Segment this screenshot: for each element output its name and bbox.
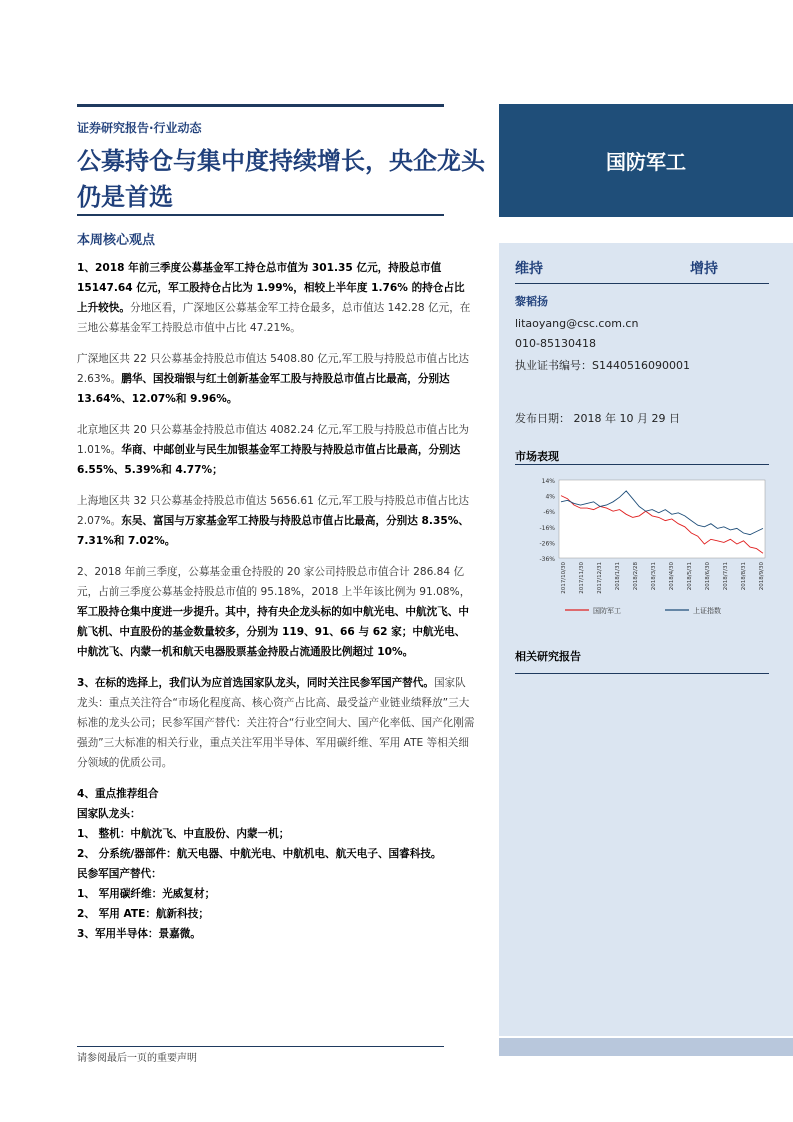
p2-bold: 鹏华、国投瑞银与红土创新基金军工股与持股总市值占比最高，分别达 13.64%、12.07%和 9.96%。 [77, 373, 450, 405]
recommend-sub2: 民参军国产替代： [77, 868, 162, 880]
p4-bold: 东吴、富国与万家基金军工持股与持股总市值占比最高，分别达 8.35%、7.31%和 7.02%。 [77, 515, 469, 547]
x-tick-label: 2018/7/31 [723, 562, 729, 591]
recommend-item-2: 2、 分系统/器部件：航天电器、中航光电、中航机电、航天电子、国睿科技。 [77, 848, 442, 860]
paragraph-4 [77, 491, 475, 551]
core-view-heading: 本周核心观点 [77, 233, 156, 248]
publish-date: 发布日期： 2018 年 10 月 29 日 [515, 412, 680, 425]
market-chart-svg [515, 470, 769, 620]
paragraph-6 [77, 673, 475, 773]
p3-text: 北京地区共 20 只公募基金持股总市值达 4082.24 亿元,军工股与持股总市值占比为 1.01%。 [77, 424, 469, 456]
related-reports-label: 相关研究报告 [515, 650, 581, 663]
report-title: 公募持仓与集中度持续增长，央企龙头仍是首选 [77, 147, 485, 211]
p5-text: 2、2018 年前三季度，公募基金重仓持股的 20 家公司持股总市值合计 286.84 亿元，占前三季度公募基金持股总市值的 95.18%，2018 上半年该比例为 91.08%， [77, 566, 471, 598]
analyst-name: 黎韬扬 [515, 295, 548, 308]
recommend-item-5: 3、军用半导体：景嘉微。 [77, 928, 201, 940]
legend-label: 国防军工 [593, 607, 621, 615]
footer-rule [77, 1046, 444, 1047]
p4-text: 上海地区共 32 只公募基金持股总市值达 5656.61 亿元,军工股与持股总市值占比达 2.07%。 [77, 495, 469, 527]
p3-bold: 华商、中邮创业与民生加银基金军工持股与持股总市值占比最高，分别达 6.55%、5.39%和 4.77%； [77, 444, 461, 476]
legend-label: 上证指数 [693, 607, 721, 615]
x-tick-label: 2018/9/30 [759, 562, 765, 591]
recommend-title: 4、重点推荐组合 [77, 788, 159, 800]
main-body [77, 258, 475, 944]
p6-bold: 3、在标的选择上，我们认为应首选国家队龙头，同时关注民参军国产替代。 [77, 677, 434, 689]
market-label: 市场表现 [515, 450, 559, 463]
paragraph-1 [77, 258, 475, 338]
recommend-item-4: 2、 军用 ATE：航新科技； [77, 908, 209, 920]
paragraph-3 [77, 420, 475, 480]
p6-text: 国家队龙头：重点关注符合“市场化程度高、核心资产占比高、最受益产业链业绩释放”三大标准的龙头公司；民参军国产替代：关注符合“行业空间大、国产化率低、国产化刚需强劲”三大标准的相关行业，重点关注军用半导体、军用碳纤维、军用 ATE 等相关细分领域的优质公司。 [77, 677, 475, 769]
title-rule [77, 214, 444, 216]
related-rule [515, 673, 769, 674]
y-tick-label: -6% [543, 509, 555, 517]
p1-bold: 1、2018 年前三季度公募基金军工持仓总市值为 301.35 亿元，持股总市值 15147.64 亿元，军工股持仓占比为 1.99%，相较上半年度 1.76% 的持仓占比上升较快。 [77, 262, 465, 314]
x-tick-label: 2017/12/31 [597, 562, 603, 594]
y-tick-label: 4% [545, 493, 555, 501]
paragraph-5 [77, 562, 475, 662]
recommend-item-3: 1、 军用碳纤维：光威复材； [77, 888, 216, 900]
top-rule [77, 104, 444, 107]
x-tick-label: 2018/5/31 [687, 562, 693, 591]
analyst-license: 执业证书编号：S1440516090001 [515, 359, 690, 372]
x-tick-label: 2018/6/30 [705, 562, 711, 591]
x-tick-label: 2018/8/31 [741, 562, 747, 591]
recommend-item-1: 1、 整机：中航沈飞、中直股份、内蒙一机； [77, 828, 290, 840]
footer-note: 请参阅最后一页的重要声明 [77, 1053, 197, 1064]
sector-name: 国防军工 [606, 150, 686, 174]
p2-text: 广深地区共 22 只公募基金持股总市值达 5408.80 亿元,军工股与持股总市值占比达 2.63%。 [77, 353, 469, 385]
analyst-email[interactable]: litaoyang@csc.com.cn [515, 317, 639, 330]
p1-text: 分地区看，广深地区公募基金军工持仓最多，总市值达 142.28 亿元，在三地公募基金军工持股总市值中占比 47.21%。 [77, 302, 471, 334]
report-type: 证券研究报告·行业动态 [77, 121, 202, 135]
x-tick-label: 2017/10/30 [561, 562, 567, 594]
y-tick-label: -16% [539, 524, 555, 532]
rating-overweight: 增持 [690, 261, 718, 277]
x-tick-label: 2018/1/31 [615, 562, 621, 591]
y-tick-label: 14% [541, 478, 555, 485]
market-rule [515, 464, 769, 465]
p5-bold: 军工股持仓集中度进一步提升。其中，持有央企龙头标的如中航光电、中航沈飞、中航飞机、中直股份的基金数量较多，分别为 119、91、66 与 62 家；中航光电、中航沈飞、内蒙一机和航天电器股票基金持股占流通股比例超过 10%。 [77, 606, 469, 658]
y-tick-label: -36% [539, 556, 555, 563]
rating-rule [515, 283, 769, 284]
analyst-phone: 010-85130418 [515, 337, 596, 350]
rating-maintain: 维持 [515, 261, 543, 277]
x-tick-label: 2018/3/31 [651, 562, 657, 591]
recommend-sub1: 国家队龙头： [77, 808, 141, 820]
paragraph-2 [77, 349, 475, 409]
x-tick-label: 2017/11/30 [579, 562, 585, 594]
market-chart [515, 470, 769, 620]
x-tick-label: 2018/4/30 [669, 562, 675, 591]
sidebar-bottom-bar [499, 1038, 793, 1056]
x-tick-label: 2018/2/28 [633, 562, 639, 591]
y-tick-label: -26% [539, 540, 555, 548]
